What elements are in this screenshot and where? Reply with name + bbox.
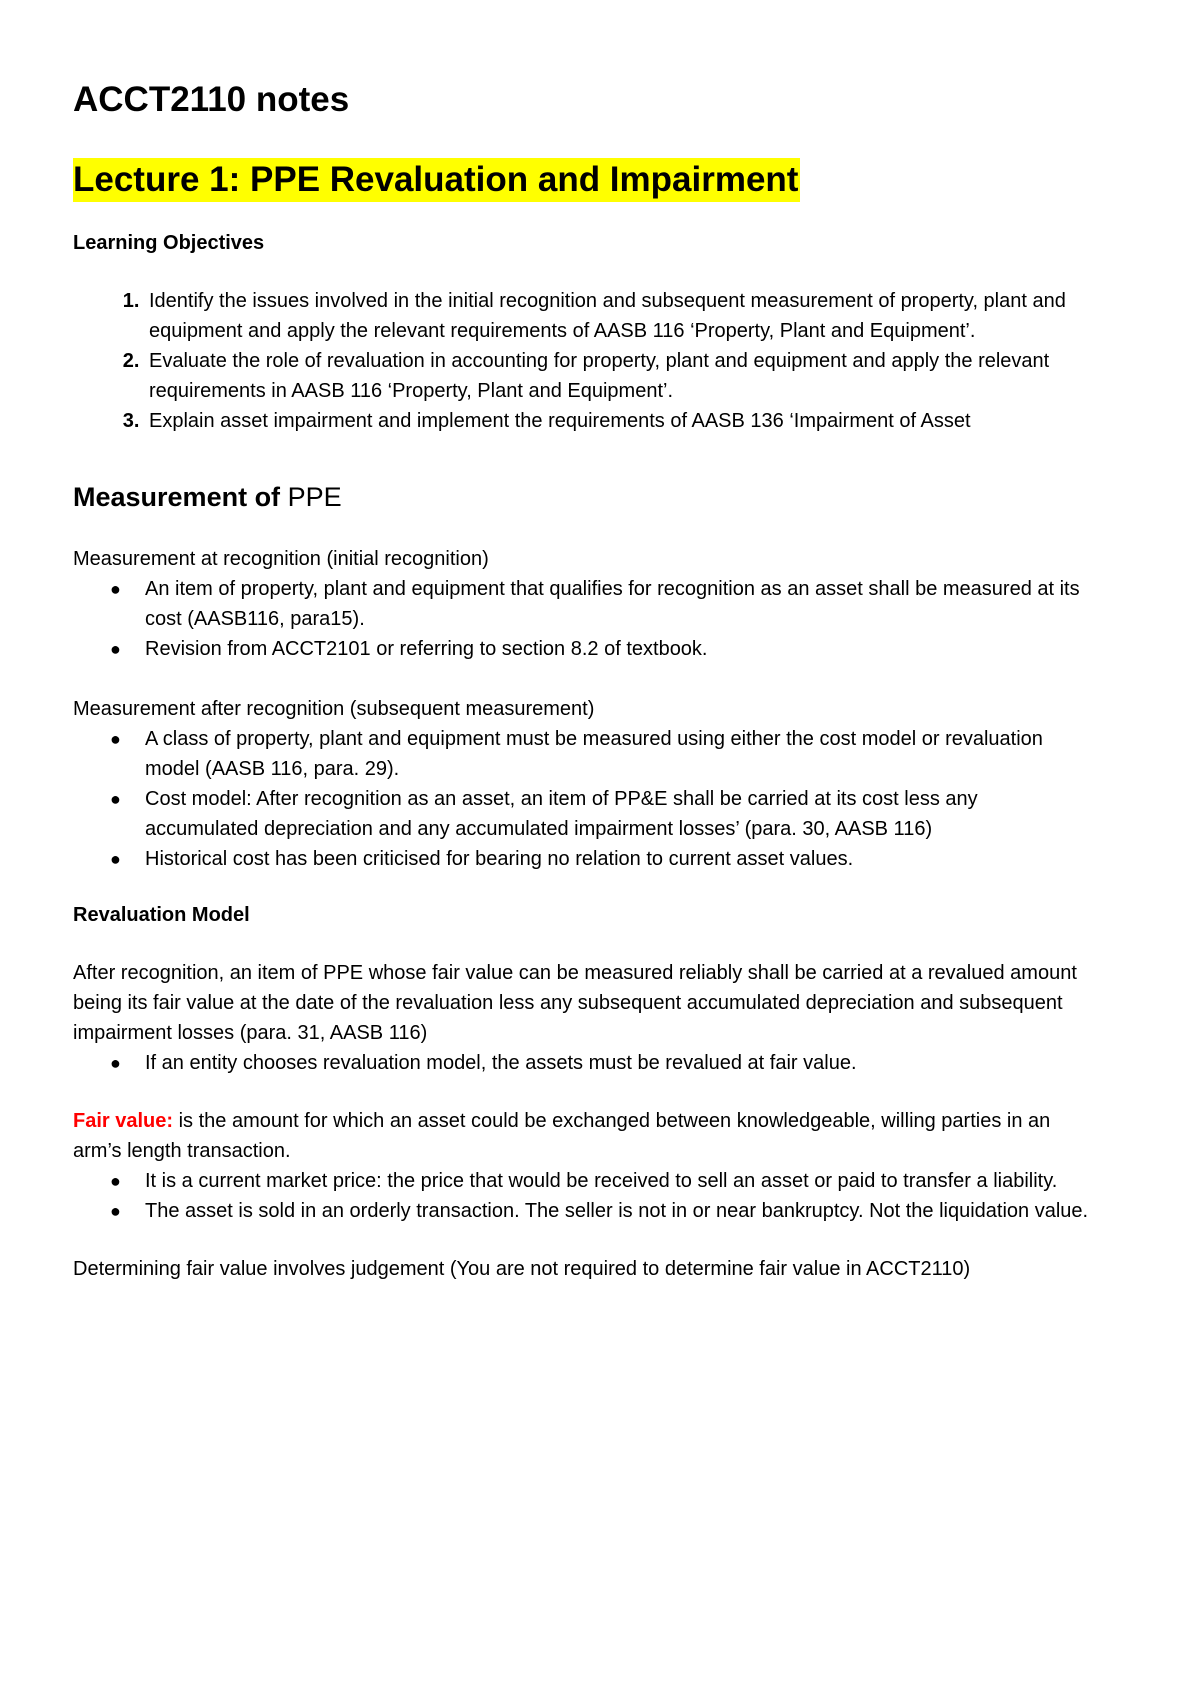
revaluation-bullets [73, 1048, 1090, 1078]
document-title: ACCT2110 notes [73, 80, 350, 119]
objective-item: 1. Identify the issues involved in the initial recognition and subsequent measurement of property, plant and equipment and apply the relevant requirements of AASB 116 ‘Property, Plant and Equipment’. [145, 286, 1090, 346]
list-item-text: The asset is sold in an orderly transaction. The seller is not in or near bankruptcy. Not the liquidation value. [145, 1200, 1089, 1222]
list-item [110, 724, 1090, 784]
list-item-text: If an entity chooses revaluation model, the assets must be revalued at fair value. [145, 1052, 857, 1074]
list-item [110, 574, 1090, 634]
initial-recognition-bullets [73, 574, 1090, 664]
learning-objectives-heading: Learning Objectives [73, 232, 265, 254]
subsequent-measurement-bullets [73, 724, 1090, 874]
measurement-heading-light: PPE [287, 482, 342, 512]
objectives-list [73, 286, 1090, 436]
list-item [110, 784, 1090, 844]
bullet-icon: ● [110, 729, 121, 749]
list-item [110, 844, 1090, 874]
fair-value-label: Fair value: [73, 1110, 174, 1132]
list-item-text: An item of property, plant and equipment that qualifies for recognition as an asset shall be measured at its cost (AASB116, para15). [145, 578, 1080, 630]
bullet-icon: ● [110, 1171, 121, 1191]
objective-item: 2. Evaluate the role of revaluation in accounting for property, plant and equipment and apply the relevant requirements in AASB 116 ‘Property, Plant and Equipment’. [145, 346, 1090, 406]
bullet-icon: ● [110, 1053, 121, 1073]
judgement-paragraph: Determining fair value involves judgement (You are not required to determine fair value in ACCT2110) [73, 1258, 971, 1280]
list-item [110, 1166, 1090, 1196]
fair-value-bullets [73, 1166, 1090, 1226]
list-item [110, 634, 1090, 664]
fair-value-definition [73, 1106, 1090, 1166]
revaluation-paragraph: After recognition, an item of PPE whose fair value can be measured reliably shall be carried at a revalued amount being its fair value at the date of the revaluation less any subsequent accumulated depreciation and subsequent impairment losses (para. 31, AASB 116) [73, 962, 1077, 1044]
list-item-text: Historical cost has been criticised for bearing no relation to current asset values. [145, 848, 854, 870]
measurement-heading [73, 478, 1090, 516]
list-item [110, 1048, 1090, 1078]
list-item-text: Revision from ACCT2101 or referring to section 8.2 of textbook. [145, 638, 708, 660]
initial-recognition-heading: Measurement at recognition (initial recognition) [73, 548, 489, 570]
bullet-icon: ● [110, 849, 121, 869]
list-item-text: A class of property, plant and equipment must be measured using either the cost model or revaluation model (AASB 116, para. 29). [145, 728, 1043, 780]
bullet-icon: ● [110, 579, 121, 599]
revaluation-model-heading: Revaluation Model [73, 904, 250, 926]
list-item-text: Cost model: After recognition as an asset, an item of PP&E shall be carried at its cost less any accumulated depreciation and any accumulated impairment losses’ (para. 30, AASB 116) [145, 788, 978, 840]
bullet-icon: ● [110, 639, 121, 659]
list-item [110, 1196, 1090, 1226]
objective-item: 3. Explain asset impairment and implement the requirements of AASB 136 ‘Impairment of Asset [145, 406, 1090, 436]
list-item-text: It is a current market price: the price that would be received to sell an asset or paid to transfer a liability. [145, 1170, 1058, 1192]
fair-value-text: is the amount for which an asset could be exchanged between knowledgeable, willing parties in an arm’s length transaction. [73, 1110, 1051, 1162]
subsequent-measurement-heading: Measurement after recognition (subsequent measurement) [73, 698, 595, 720]
bullet-icon: ● [110, 1201, 121, 1221]
measurement-heading-bold: Measurement of [73, 482, 281, 512]
bullet-icon: ● [110, 789, 121, 809]
lecture-title: Lecture 1: PPE Revaluation and Impairment [73, 158, 800, 202]
